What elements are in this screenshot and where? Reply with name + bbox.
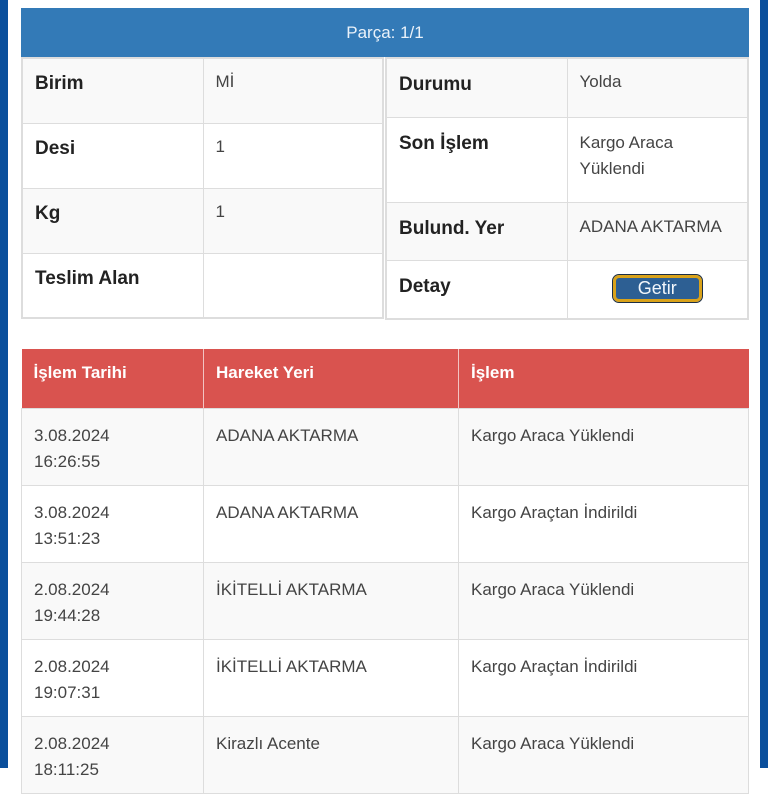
- table-row: [22, 485, 749, 562]
- info-row-kg: [22, 188, 383, 253]
- cell-time: 13:51:23: [34, 528, 101, 548]
- cell-place: ADANA AKTARMA: [204, 408, 459, 485]
- detay-cell: [567, 260, 748, 319]
- cell-action: Kargo Araca Yüklendi: [459, 716, 749, 793]
- info-row-birim: [22, 58, 383, 123]
- parca-header: [21, 8, 749, 57]
- cell-place: ADANA AKTARMA: [204, 485, 459, 562]
- cell-time: 19:44:28: [34, 605, 101, 625]
- cell-datetime: [22, 716, 204, 793]
- cell-action: Kargo Araca Yüklendi: [459, 408, 749, 485]
- table-row: [22, 562, 749, 639]
- cell-datetime: [22, 562, 204, 639]
- cell-time: 18:11:25: [34, 759, 99, 779]
- cell-date: 2.08.2024: [34, 733, 110, 753]
- info-row-desi: [22, 123, 383, 188]
- shipment-info-right: [385, 57, 749, 320]
- info-row-bulund-yer: [386, 202, 748, 260]
- info-label: Detay: [386, 260, 567, 319]
- info-value: 1: [203, 123, 383, 188]
- right-edge-bar: [760, 0, 768, 768]
- info-value: [203, 253, 383, 318]
- cell-action: Kargo Araçtan İndirildi: [459, 639, 749, 716]
- info-label: Durumu: [386, 58, 567, 117]
- info-label: Son İşlem: [386, 117, 567, 202]
- info-value: 1: [203, 188, 383, 253]
- info-label: Bulund. Yer: [386, 202, 567, 260]
- cell-datetime: [22, 639, 204, 716]
- getir-button[interactable]: Getir: [613, 275, 702, 302]
- info-row-son-islem: [386, 117, 748, 202]
- info-label: Desi: [22, 123, 203, 188]
- parca-label: Parça: 1/1: [346, 22, 424, 42]
- table-row: [22, 408, 749, 485]
- info-label: Teslim Alan: [22, 253, 203, 318]
- history-header-row: [22, 349, 749, 408]
- info-row-durumu: [386, 58, 748, 117]
- column-header-hareket-yeri: Hareket Yeri: [204, 349, 459, 408]
- info-value: ADANA AKTARMA: [567, 202, 748, 260]
- cell-date: 2.08.2024: [34, 579, 110, 599]
- table-row: [22, 639, 749, 716]
- cell-date: 2.08.2024: [34, 656, 110, 676]
- cell-date: 3.08.2024: [34, 502, 110, 522]
- info-row-teslim-alan: [22, 253, 383, 318]
- info-value: Yolda: [567, 58, 748, 117]
- cell-time: 19:07:31: [34, 682, 101, 702]
- cell-date: 3.08.2024: [34, 425, 110, 445]
- column-header-islem-tarihi: İşlem Tarihi: [22, 349, 204, 408]
- info-row-detay: [386, 260, 748, 319]
- cell-place: Kirazlı Acente: [204, 716, 459, 793]
- column-header-islem: İşlem: [459, 349, 749, 408]
- info-value: Mİ: [203, 58, 383, 123]
- info-label: Birim: [22, 58, 203, 123]
- movement-history-table: [21, 349, 749, 794]
- table-row: [22, 716, 749, 793]
- cell-place: İKİTELLİ AKTARMA: [204, 639, 459, 716]
- cell-datetime: [22, 408, 204, 485]
- cell-action: Kargo Araca Yüklendi: [459, 562, 749, 639]
- cell-action: Kargo Araçtan İndirildi: [459, 485, 749, 562]
- info-value: Kargo Araca Yüklendi: [567, 117, 748, 202]
- shipment-info-left: [21, 57, 384, 319]
- info-label: Kg: [22, 188, 203, 253]
- cell-time: 16:26:55: [34, 451, 101, 471]
- cell-place: İKİTELLİ AKTARMA: [204, 562, 459, 639]
- left-edge-bar: [0, 0, 8, 768]
- cell-datetime: [22, 485, 204, 562]
